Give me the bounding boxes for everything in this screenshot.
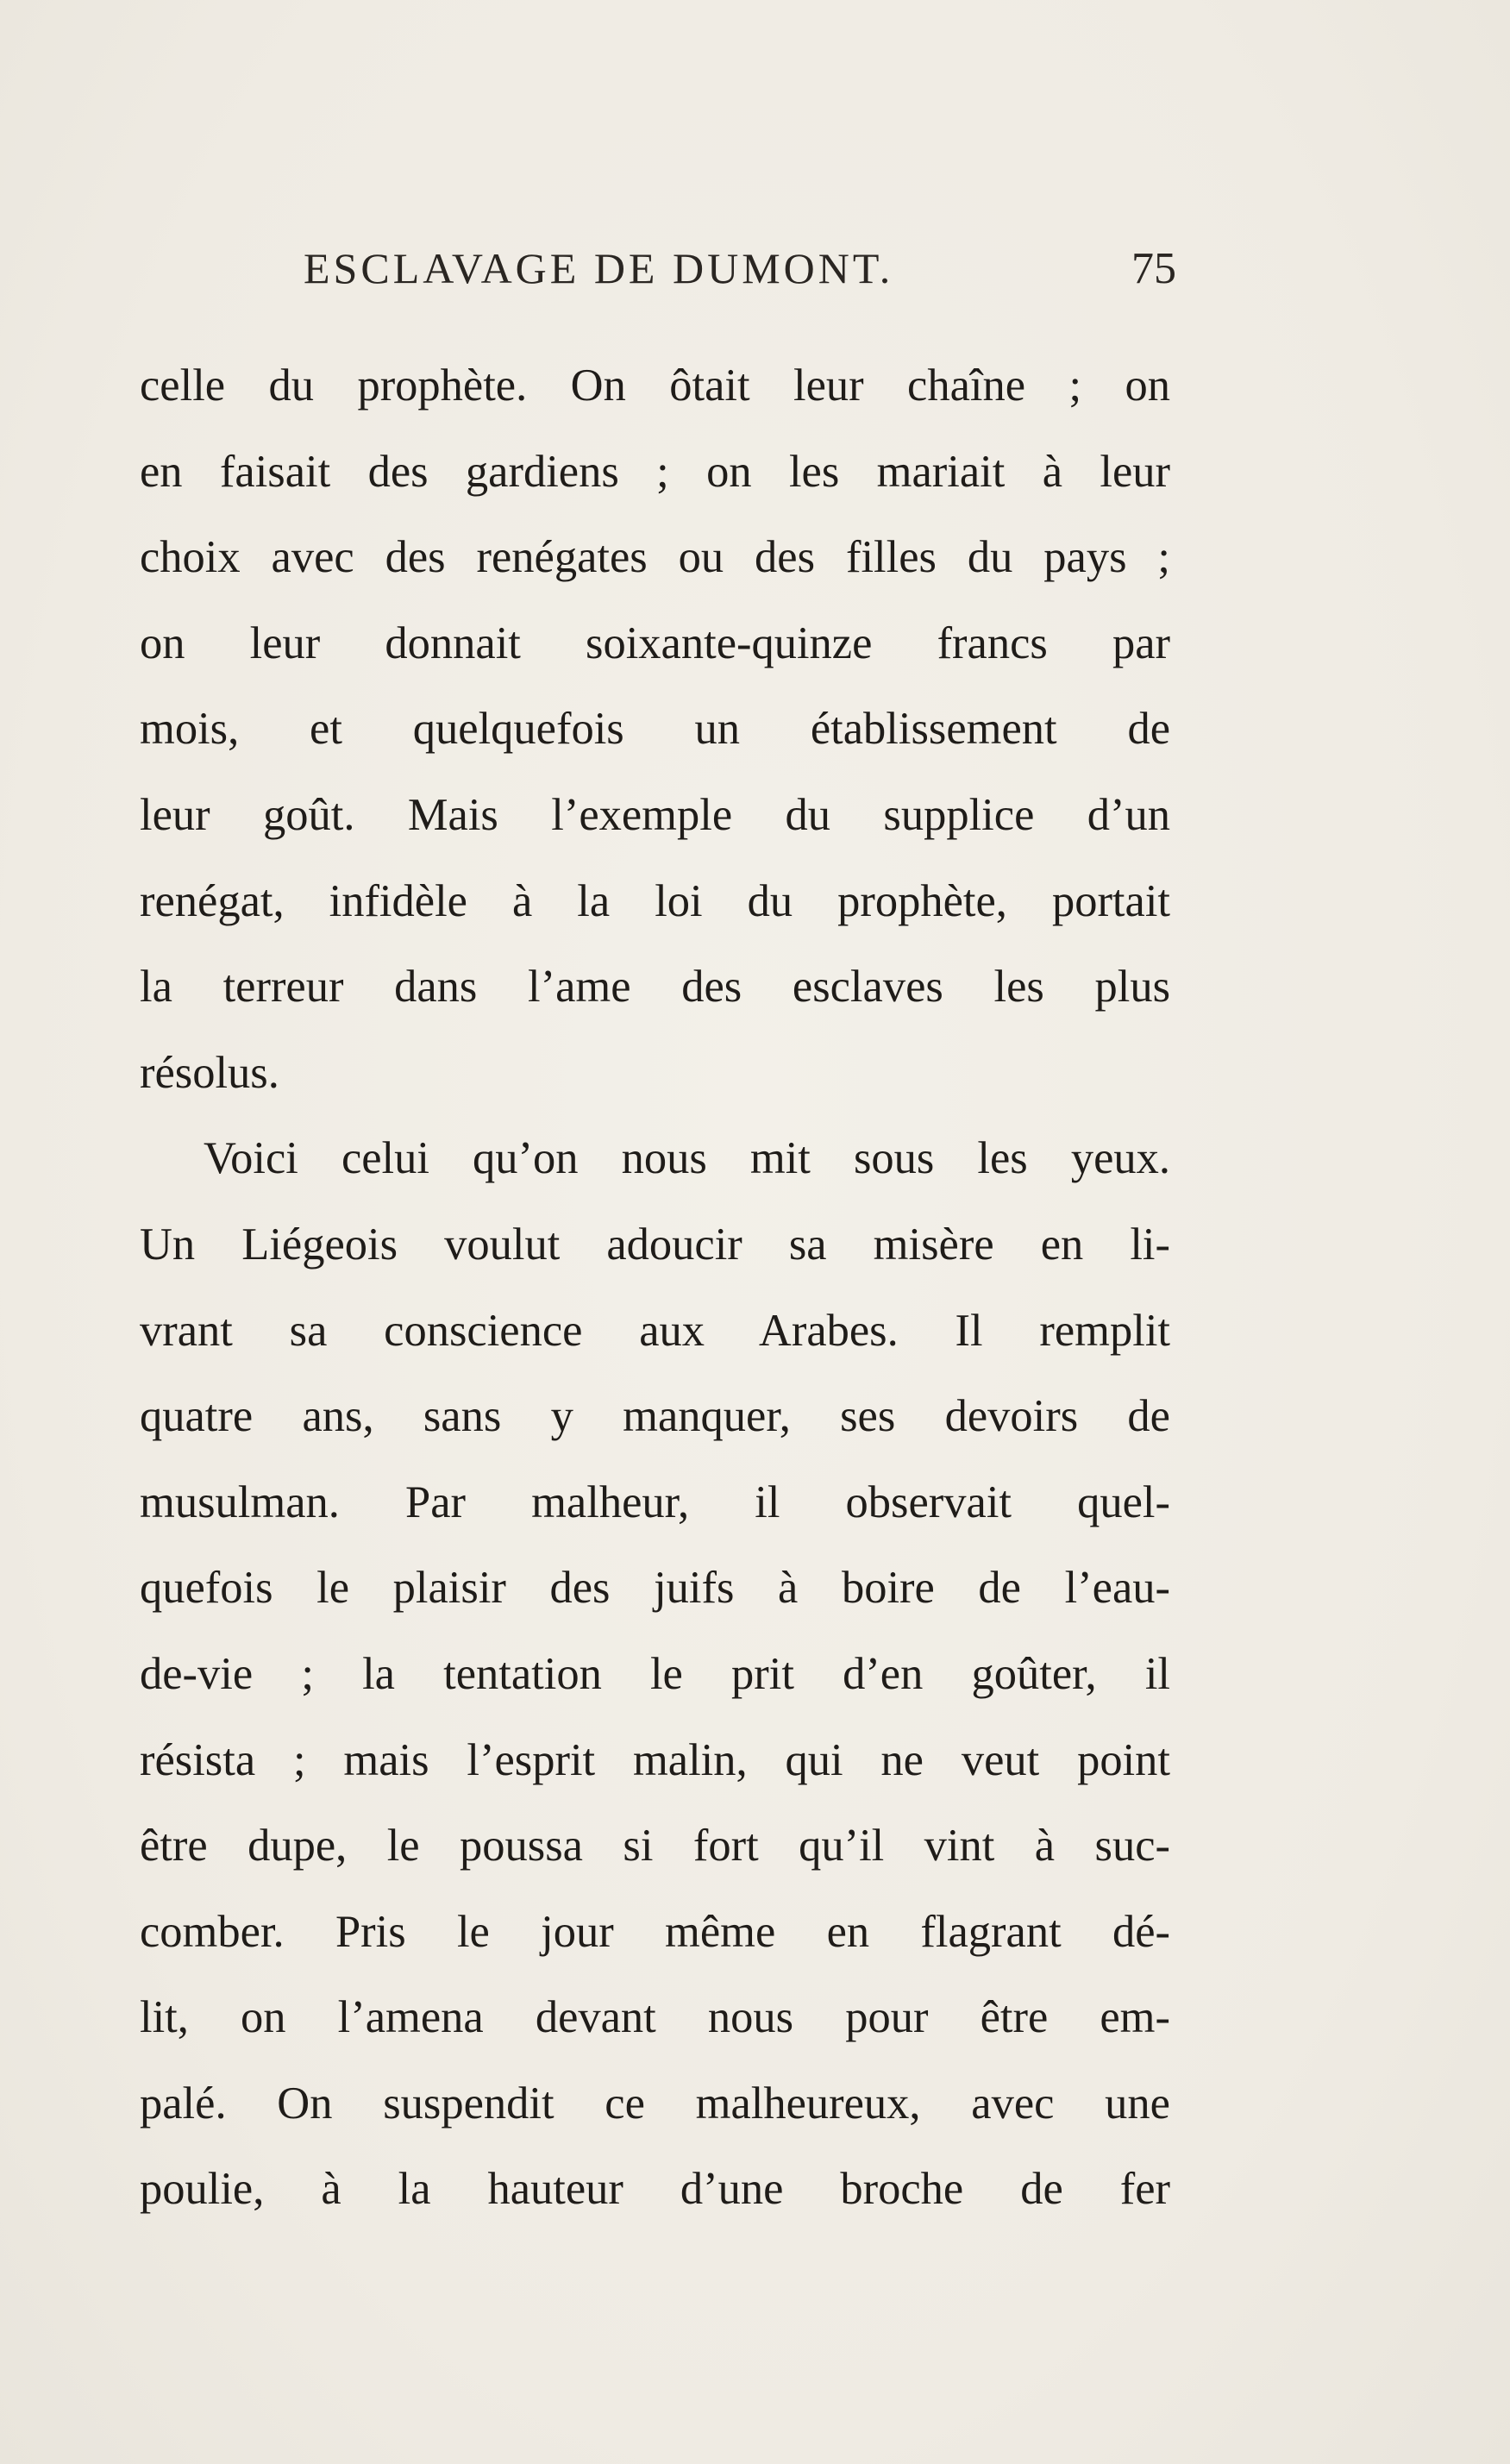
page-number: 75 bbox=[1131, 244, 1176, 293]
text-line: quatre ans, sans y manquer, ses devoirs de bbox=[140, 1391, 1170, 1442]
text-line: musulman. Par malheur, il observait quel- bbox=[140, 1477, 1170, 1527]
paragraph-start-line: Voici celui qu’on nous mit sous les yeux. bbox=[204, 1133, 1170, 1184]
text-line: mois, et quelquefois un établissement de bbox=[140, 704, 1170, 755]
text-line: quefois le plaisir des juifs à boire de l’eau- bbox=[140, 1563, 1170, 1614]
text-line: lit, on l’amena devant nous pour être em- bbox=[140, 1992, 1170, 2043]
paragraph-end-line: résolus. bbox=[140, 1047, 279, 1098]
text-line: Un Liégeois voulut adoucir sa misère en li- bbox=[140, 1219, 1170, 1270]
text-line: résista ; mais l’esprit malin, qui ne veut point bbox=[140, 1734, 1170, 1785]
text-line: de-vie ; la tentation le prit d’en goûter, il bbox=[140, 1648, 1170, 1699]
text-line: palé. On suspendit ce malheureux, avec une bbox=[140, 2078, 1170, 2129]
text-line: celle du prophète. On ôtait leur chaîne ; on bbox=[140, 361, 1170, 411]
text-line: on leur donnait soixante-quinze francs par bbox=[140, 618, 1170, 668]
running-title: ESCLAVAGE DE DUMONT. bbox=[304, 244, 894, 292]
text-line: vrant sa conscience aux Arabes. Il remplit bbox=[140, 1305, 1170, 1356]
text-line: comber. Pris le jour même en flagrant dé- bbox=[140, 1906, 1170, 1957]
text-line: leur goût. Mais l’exemple du supplice d’un bbox=[140, 789, 1170, 840]
text-line: être dupe, le poussa si fort qu’il vint à suc- bbox=[140, 1821, 1170, 1872]
text-line: renégat, infidèle à la loi du prophète, portait bbox=[140, 875, 1170, 926]
text-line: poulie, à la hauteur d’une broche de fer bbox=[140, 2164, 1170, 2215]
text-line: en faisait des gardiens ; on les mariait à leur bbox=[140, 446, 1170, 497]
page-header bbox=[304, 243, 1176, 304]
text-line: la terreur dans l’ame des esclaves les plus bbox=[140, 962, 1170, 1013]
text-line: choix avec des renégates ou des filles du pays ; bbox=[140, 532, 1170, 583]
body-text bbox=[140, 343, 1170, 2233]
